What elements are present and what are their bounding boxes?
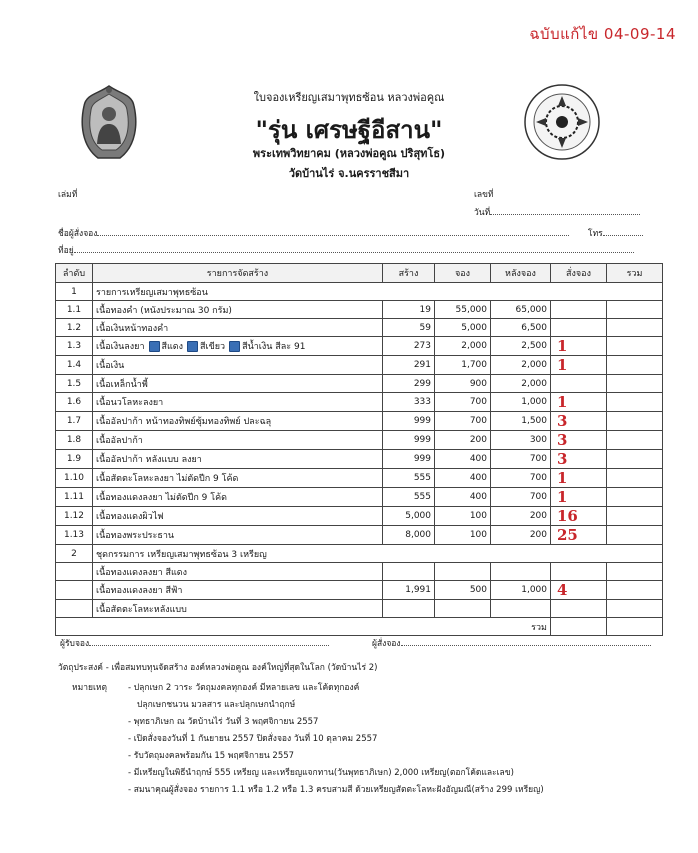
set-row-item: เนื้อทองแดงลงยา สีฟ้า xyxy=(93,581,383,600)
table-row xyxy=(56,375,663,393)
table-row xyxy=(56,412,663,431)
row-total xyxy=(607,431,663,450)
row-item xyxy=(93,469,383,488)
color-checkbox-icon[interactable] xyxy=(187,341,198,352)
note-item: - มีเหรียญในพิธีนำฤกษ์ 555 เหรียญ และเหรียญแจกทาน(วันพุทธาภิเษก) 2,000 เหรียญ(ตอกโค้ดและเลข) xyxy=(128,768,514,778)
row-item xyxy=(93,450,383,469)
row-no: 1.13 xyxy=(56,526,93,545)
note-item: - พุทธาภิเษก ณ วัดบ้านไร่ วันที่ 3 พฤศจิกายน 2557 xyxy=(128,717,319,727)
row-total xyxy=(607,469,663,488)
row-order: 1 xyxy=(551,469,607,488)
monk-name: พระเทพวิทยาคม (หลวงพ่อคูณ ปริสุทโธ) xyxy=(252,147,446,160)
row-item-label: เนื้ออัลปาก้า xyxy=(96,436,143,446)
row-no: 1.5 xyxy=(56,375,93,393)
note-item: - ปลุกเษก 2 วาระ วัตถุมงคลทุกองค์ มีหลายเลข และโค้ดทุกองค์ xyxy=(128,683,360,693)
date-label: วันที่ xyxy=(474,208,491,218)
note-item: - สมนาคุณผู้สั่งจอง รายการ 1.1 หรือ 1.2 หรือ 1.3 ครบสามสี ด้วยเหรียญสัตตะโลหะฝังอัญมณี(สร้าง 299 เหรียญ) xyxy=(128,785,544,795)
row-total xyxy=(607,393,663,412)
row-no xyxy=(56,600,93,618)
row-made: 999 xyxy=(383,412,435,431)
orderer-line xyxy=(401,637,651,646)
row-after: 1,500 xyxy=(491,412,551,431)
row-reserved: 100 xyxy=(435,507,491,526)
row-no: 1.8 xyxy=(56,431,93,450)
row-made: 1,991 xyxy=(383,581,435,600)
name-field[interactable] xyxy=(58,226,569,240)
date-field[interactable] xyxy=(474,205,640,219)
header-after: หลังจอง xyxy=(491,264,551,283)
temple-name: วัดบ้านไร่ จ.นครราชสีมา xyxy=(288,167,410,180)
row-after: 700 xyxy=(491,488,551,507)
table-row xyxy=(56,450,663,469)
order-table xyxy=(55,263,663,636)
section-no: 1 xyxy=(56,283,93,301)
row-reserved: 400 xyxy=(435,488,491,507)
book-field[interactable] xyxy=(58,187,77,201)
row-after xyxy=(491,563,551,581)
table-row xyxy=(56,507,663,526)
row-made xyxy=(383,563,435,581)
number-label: เลขที่ xyxy=(474,190,494,200)
row-made: 291 xyxy=(383,356,435,375)
row-reserved: 400 xyxy=(435,450,491,469)
section-label: รายการเหรียญเสมาพุทธซ้อน xyxy=(93,283,663,301)
row-made: 273 xyxy=(383,337,435,356)
row-item xyxy=(93,412,383,431)
row-total xyxy=(607,319,663,337)
phone-line xyxy=(603,227,643,236)
note-item: ปลุกเษกชนวน มวลสาร และปลุกเษกนำฤกษ์ xyxy=(137,700,296,710)
row-after: 2,500 xyxy=(491,337,551,356)
row-item xyxy=(93,507,383,526)
row-order xyxy=(551,319,607,337)
row-item-label: เนื้อทองแดงผิวไฟ xyxy=(96,512,164,522)
row-item-label: เนื้ออัลปาก้า หลังแบบ ลงยา xyxy=(96,455,202,465)
row-no: 1.11 xyxy=(56,488,93,507)
name-line xyxy=(97,227,569,236)
total-row xyxy=(56,618,663,636)
row-item-label: เนื้อสัตตะโลหะลงยา ไม่ตัดปีก 9 โค้ด xyxy=(96,474,239,484)
row-item-label: เนื้อทองพระประธาน xyxy=(96,531,175,541)
row-total xyxy=(607,375,663,393)
row-no: 1.7 xyxy=(56,412,93,431)
row-order: 3 xyxy=(551,450,607,469)
row-item-label: เนื้อเงินหน้าทองคำ xyxy=(96,323,169,334)
row-no: 1.2 xyxy=(56,319,93,337)
row-reserved: 5,000 xyxy=(435,319,491,337)
color-option-label: สีน้ำเงิน สีละ 91 xyxy=(242,342,306,352)
form-title: ใบจองเหรียญเสมาพุทธซ้อน หลวงพ่อคูณ xyxy=(253,91,445,104)
row-order: 1 xyxy=(551,393,607,412)
row-after: 700 xyxy=(491,450,551,469)
set-row-item: เนื้อสัตตะโลหะหลังแบบ xyxy=(93,600,383,618)
row-item xyxy=(93,393,383,412)
color-option-label: สีเขียว xyxy=(200,342,226,352)
row-after: 2,000 xyxy=(491,356,551,375)
notes-list xyxy=(128,680,544,799)
edition-title: "รุ่น เศรษฐีอีสาน" xyxy=(255,116,443,144)
orderer-label: ผู้สั่งจอง xyxy=(372,639,401,649)
row-item xyxy=(93,301,383,319)
table-row xyxy=(56,469,663,488)
table-row xyxy=(56,393,663,412)
receiver-line xyxy=(89,637,329,646)
row-order xyxy=(551,301,607,319)
header-no: ลำดับ xyxy=(56,264,93,283)
row-reserved: 2,000 xyxy=(435,337,491,356)
address-field[interactable] xyxy=(58,243,634,257)
row-no: 1.10 xyxy=(56,469,93,488)
row-reserved: 500 xyxy=(435,581,491,600)
phone-field[interactable] xyxy=(588,226,643,240)
row-made: 5,000 xyxy=(383,507,435,526)
row-total xyxy=(607,337,663,356)
row-reserved: 700 xyxy=(435,393,491,412)
table-header-row xyxy=(56,264,663,283)
row-reserved: 55,000 xyxy=(435,301,491,319)
table-row xyxy=(56,600,663,618)
row-made: 555 xyxy=(383,488,435,507)
orderer-signature[interactable] xyxy=(372,636,651,650)
set-row-item: เนื้อทองแดงลงยา สีแดง xyxy=(93,563,383,581)
row-order: 16 xyxy=(551,507,607,526)
row-item-label: เนื้อนวโลหะลงยา xyxy=(96,398,164,408)
row-item-label: เนื้อทองแดงลงยา ไม่ตัดปีก 9 โค้ด xyxy=(96,493,227,503)
total-blank xyxy=(56,618,93,636)
row-total xyxy=(607,488,663,507)
table-row xyxy=(56,563,663,581)
color-checkbox-icon[interactable] xyxy=(229,341,240,352)
note-item: - รับวัตถุมงคลพร้อมกัน 15 พฤศจิกายน 2557 xyxy=(128,751,295,761)
row-no: 1.3 xyxy=(56,337,93,356)
table-row xyxy=(56,488,663,507)
row-no: 1.4 xyxy=(56,356,93,375)
row-item xyxy=(93,356,383,375)
row-no: 1.1 xyxy=(56,301,93,319)
row-item xyxy=(93,526,383,545)
header-made: สร้าง xyxy=(383,264,435,283)
row-order xyxy=(551,375,607,393)
total-order xyxy=(551,618,607,636)
color-option-label: สีแดง xyxy=(161,342,184,352)
section-row xyxy=(56,545,663,563)
row-order xyxy=(551,600,607,618)
row-made: 8,000 xyxy=(383,526,435,545)
row-total xyxy=(607,450,663,469)
row-total xyxy=(607,301,663,319)
row-item-label: เนื้อทองคำ (หนังประมาณ 30 กรัม) xyxy=(96,305,232,316)
remark-label: หมายเหตุ xyxy=(72,683,107,693)
table-row xyxy=(56,301,663,319)
table-row xyxy=(56,431,663,450)
row-item xyxy=(93,488,383,507)
row-order: 1 xyxy=(551,488,607,507)
row-reserved xyxy=(435,600,491,618)
table-row xyxy=(56,526,663,545)
row-reserved: 1,700 xyxy=(435,356,491,375)
date-line xyxy=(490,206,640,215)
book-label: เล่มที่ xyxy=(58,190,78,200)
row-after: 700 xyxy=(491,469,551,488)
header-reserved: จอง xyxy=(435,264,491,283)
row-item xyxy=(93,431,383,450)
row-made: 999 xyxy=(383,450,435,469)
header-item: รายการจัดสร้าง xyxy=(93,264,383,283)
number-field[interactable] xyxy=(474,187,494,201)
row-made: 555 xyxy=(383,469,435,488)
row-made: 19 xyxy=(383,301,435,319)
row-no: 1.6 xyxy=(56,393,93,412)
table-row xyxy=(56,337,663,356)
row-after: 1,000 xyxy=(491,393,551,412)
row-no: 1.12 xyxy=(56,507,93,526)
purpose-text: วัตถุประสงค์ - เพื่อสมทบทุนจัดสร้าง องค์หลวงพ่อคูณ องค์ใหญ่ที่สุดในโลก (วัดบ้านไร่ 2) xyxy=(58,663,378,673)
row-order: 1 xyxy=(551,356,607,375)
row-total xyxy=(607,507,663,526)
row-no xyxy=(56,563,93,581)
row-item-label: เนื้อเงินลงยา xyxy=(96,342,145,352)
section-label: ชุดกรรมการ เหรียญเสมาพุทธซ้อน 3 เหรียญ xyxy=(93,545,663,563)
row-made xyxy=(383,600,435,618)
row-item-label: เนื้อเงิน xyxy=(96,361,125,371)
row-total xyxy=(607,412,663,431)
row-item xyxy=(93,319,383,337)
row-order: 3 xyxy=(551,431,607,450)
row-after: 2,000 xyxy=(491,375,551,393)
row-item-label: เนื้อเหล็กน้ำพี้ xyxy=(96,379,148,390)
name-label: ชื่อผู้สั่งจอง xyxy=(58,229,98,239)
row-total xyxy=(607,356,663,375)
row-after: 300 xyxy=(491,431,551,450)
row-reserved: 400 xyxy=(435,469,491,488)
row-item-label: เนื้ออัลปาก้า หน้าทองทิพย์ซุ้มทองทิพย์ ปละฉลุ xyxy=(96,417,272,427)
row-after: 65,000 xyxy=(491,301,551,319)
row-order: 4 xyxy=(551,581,607,600)
table-row xyxy=(56,581,663,600)
receiver-signature[interactable] xyxy=(60,636,329,650)
row-made: 59 xyxy=(383,319,435,337)
row-reserved: 700 xyxy=(435,412,491,431)
table-row xyxy=(56,319,663,337)
address-line xyxy=(74,244,634,253)
color-checkbox-icon[interactable] xyxy=(149,341,160,352)
row-no: 1.9 xyxy=(56,450,93,469)
revision-label: ฉบับแก้ไข 04-09-14 xyxy=(529,25,676,43)
header-order: สั่งจอง xyxy=(551,264,607,283)
address-label: ที่อยู่ xyxy=(58,246,74,256)
total-label: รวม xyxy=(93,618,551,636)
row-item xyxy=(93,337,383,356)
header-total: รวม xyxy=(607,264,663,283)
note-item: - เปิดสั่งจองวันที่ 1 กันยายน 2557 ปิดสั่งจอง วันที่ 10 ตุลาคม 2557 xyxy=(128,734,378,744)
row-order xyxy=(551,563,607,581)
row-after xyxy=(491,600,551,618)
row-made: 333 xyxy=(383,393,435,412)
row-total xyxy=(607,600,663,618)
row-reserved xyxy=(435,563,491,581)
row-total xyxy=(607,563,663,581)
table-row xyxy=(56,356,663,375)
row-reserved: 200 xyxy=(435,431,491,450)
row-reserved: 100 xyxy=(435,526,491,545)
row-after: 1,000 xyxy=(491,581,551,600)
row-after: 200 xyxy=(491,507,551,526)
row-reserved: 900 xyxy=(435,375,491,393)
row-made: 299 xyxy=(383,375,435,393)
row-total xyxy=(607,526,663,545)
section-no: 2 xyxy=(56,545,93,563)
row-made: 999 xyxy=(383,431,435,450)
row-total xyxy=(607,581,663,600)
phone-label: โทร xyxy=(588,229,603,239)
row-order: 25 xyxy=(551,526,607,545)
row-after: 6,500 xyxy=(491,319,551,337)
row-order: 1 xyxy=(551,337,607,356)
receiver-label: ผู้รับจอง xyxy=(60,639,90,649)
row-after: 200 xyxy=(491,526,551,545)
row-order: 3 xyxy=(551,412,607,431)
row-no xyxy=(56,581,93,600)
total-sum xyxy=(607,618,663,636)
row-item xyxy=(93,375,383,393)
section-row xyxy=(56,283,663,301)
